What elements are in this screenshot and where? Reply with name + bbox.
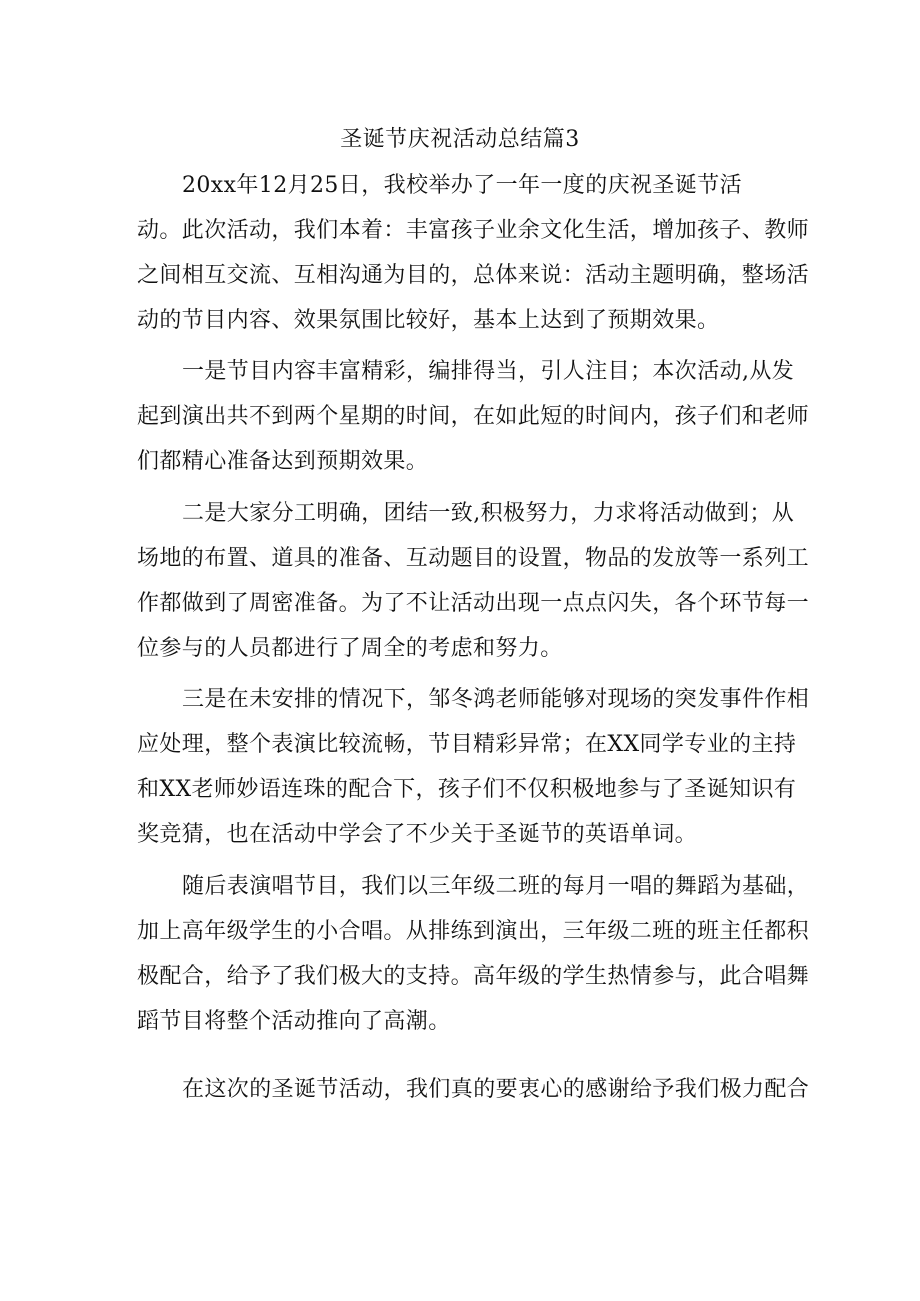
paragraph-line: 位参与的人员都进行了周全的考虑和努力。 xyxy=(137,636,563,661)
paragraph-line: 作都做到了周密准备。为了不让活动出现一点点闪失，各个环节每一 xyxy=(137,591,810,616)
paragraph-line: 蹈节目将整个活动推向了高潮。 xyxy=(137,1009,451,1034)
paragraph-line: 之间相互交流、互相沟通为目的，总体来说：活动主题明确，整场活 xyxy=(137,263,810,288)
paragraph-line: 一是节目内容丰富精彩，编排得当，引人注目；本次活动,从发 xyxy=(182,359,795,384)
paragraph-line: 三是在未安排的情况下，邹冬鸿老师能够对现场的突发事件作相 xyxy=(182,687,810,712)
paragraph-line: 二是大家分工明确，团结一致,积极努力，力求将活动做到；从 xyxy=(182,501,795,526)
paragraph-line: 极配合，给予了我们极大的支持。高年级的学生热情参与，此合唱舞 xyxy=(137,964,810,989)
paragraph-line: 动的节目内容、效果氛围比较好，基本上达到了预期效果。 xyxy=(137,308,720,333)
paragraph-line: 们都精心准备达到预期效果。 xyxy=(137,449,429,474)
paragraph-line: 场地的布置、道具的准备、互动题目的设置，物品的发放等一系列工 xyxy=(137,546,810,571)
paragraph-line: 动。此次活动，我们本着：丰富孩子业余文化生活，增加孩子、教师 xyxy=(137,218,810,243)
document-title: 圣诞节庆祝活动总结篇3 xyxy=(340,127,580,152)
paragraph-line: 奖竞猜，也在活动中学会了不少关于圣诞节的英语单词。 xyxy=(137,822,698,847)
paragraph-line: 在这次的圣诞节活动，我们真的要衷心的感谢给予我们极力配合 xyxy=(182,1077,810,1102)
paragraph-line: 随后表演唱节目，我们以三年级二班的每月一唱的舞蹈为基础， xyxy=(182,874,810,899)
paragraph-line: 起到演出共不到两个星期的时间，在如此短的时间内，孩子们和老师 xyxy=(137,404,810,429)
paragraph-line: 应处理，整个表演比较流畅，节目精彩异常；在XX同学专业的主持 xyxy=(137,732,797,757)
paragraph-line: 20xx年12月25日，我校举办了一年一度的庆祝圣诞节活 xyxy=(182,173,742,198)
paragraph-line: 加上高年级学生的小合唱。从排练到演出，三年级二班的班主任都积 xyxy=(137,919,810,944)
paragraph-line: 和XX老师妙语连珠的配合下，孩子们不仅积极地参与了圣诞知识有 xyxy=(137,777,797,802)
